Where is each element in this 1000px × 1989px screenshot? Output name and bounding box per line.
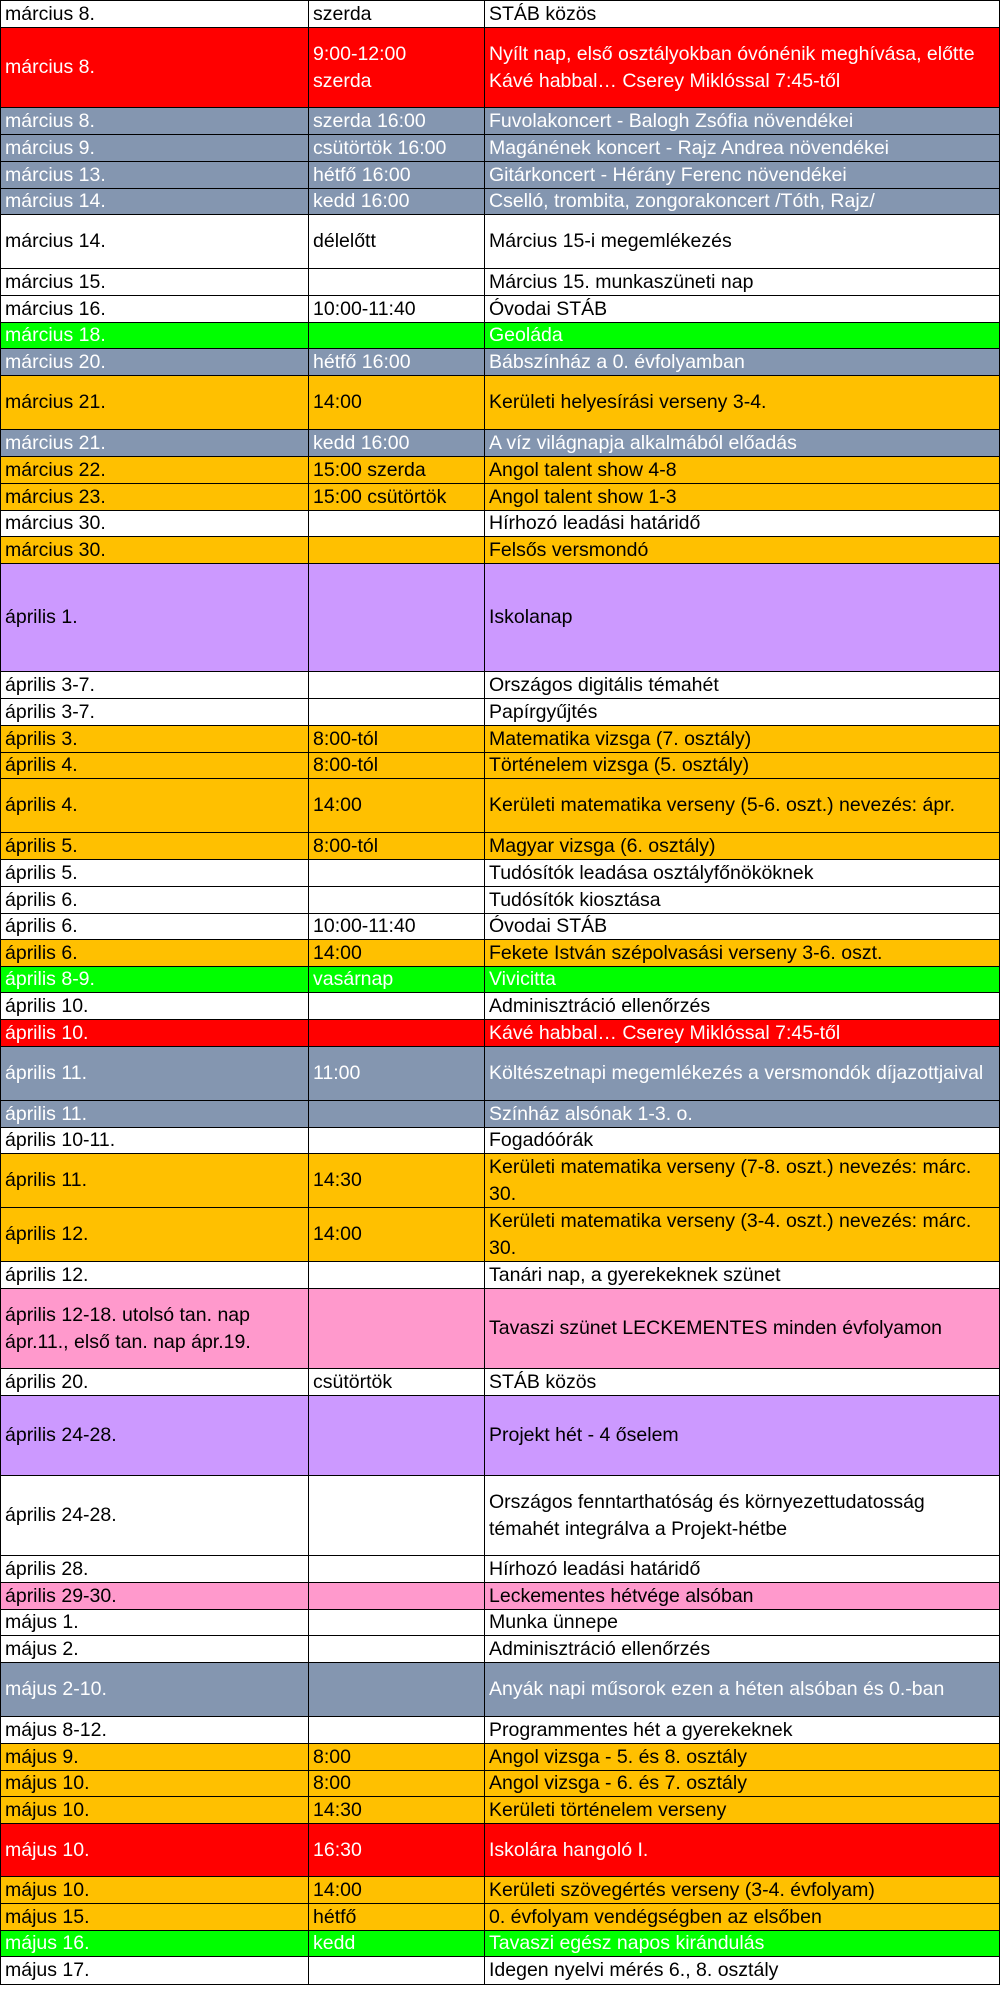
event-cell: 0. évfolyam vendégségben az elsőben (484, 1904, 1000, 1930)
date-cell: május 2. (0, 1636, 308, 1662)
time-cell: csütörtök 16:00 (308, 135, 484, 161)
event-cell: Kerületi szövegértés verseny (3-4. évfolyam) (484, 1877, 1000, 1903)
date-cell: április 4. (0, 753, 308, 778)
table-row (0, 1770, 1000, 1796)
event-cell: Kerületi matematika verseny (5-6. oszt.) nevezés: ápr. (484, 779, 1000, 832)
table-row (0, 1153, 1000, 1207)
event-cell: Projekt hét - 4 őselem (484, 1396, 1000, 1475)
time-cell (308, 1663, 484, 1716)
event-cell: Angol talent show 4-8 (484, 457, 1000, 483)
event-cell: Fuvolakoncert - Balogh Zsófia növendékei (484, 108, 1000, 134)
event-cell: Vivicitta (484, 967, 1000, 992)
event-cell: Anyák napi műsorok ezen a héten alsóban és 0.-ban (484, 1663, 1000, 1716)
date-cell: március 8. (0, 108, 308, 134)
date-cell: május 15. (0, 1904, 308, 1930)
time-cell (308, 1476, 484, 1555)
event-cell: Papírgyűjtés (484, 699, 1000, 725)
event-cell: Hírhozó leadási határidő (484, 1556, 1000, 1582)
date-cell: március 30. (0, 511, 308, 536)
time-cell (308, 1128, 484, 1153)
table-row (0, 1662, 1000, 1716)
date-cell: április 24-28. (0, 1396, 308, 1475)
event-cell: Nyílt nap, első osztályokban óvónénik meghívása, előtte Kávé habbal… Cserey Miklóssal 7:45-től (484, 28, 1000, 107)
time-cell: 14:00 (308, 376, 484, 429)
event-cell: Fekete István szépolvasási verseny 3-6. oszt. (484, 940, 1000, 966)
date-cell: március 15. (0, 269, 308, 295)
date-cell: március 18. (0, 323, 308, 348)
table-row (0, 107, 1000, 134)
time-cell: szerda (308, 1, 484, 27)
time-cell: 14:00 (308, 1208, 484, 1261)
date-cell: május 9. (0, 1744, 308, 1770)
date-cell: április 29-30. (0, 1583, 308, 1609)
event-cell: Felsős versmondó (484, 537, 1000, 563)
time-cell: 11:00 (308, 1047, 484, 1100)
table-row (0, 1207, 1000, 1261)
event-cell: Március 15. munkaszüneti nap (484, 269, 1000, 295)
date-cell: május 10. (0, 1877, 308, 1903)
date-cell: április 6. (0, 887, 308, 913)
table-row (0, 992, 1000, 1019)
event-cell: Geoláda (484, 323, 1000, 348)
time-cell (308, 1957, 484, 1984)
time-cell (308, 511, 484, 536)
event-cell: Országos fenntarthatóság és környezettudatosság témahét integrálva a Projekt-hétbe (484, 1476, 1000, 1555)
event-cell: Óvodai STÁB (484, 914, 1000, 939)
table-row (0, 214, 1000, 268)
time-cell (308, 1289, 484, 1368)
time-cell: 8:00-tól (308, 753, 484, 778)
event-cell: STÁB közös (484, 1369, 1000, 1395)
date-cell: március 14. (0, 215, 308, 268)
event-cell: Kerületi matematika verseny (7-8. oszt.) nevezés: márc. 30. (484, 1154, 1000, 1207)
event-cell: STÁB közös (484, 1, 1000, 27)
time-cell: szerda 16:00 (308, 108, 484, 134)
time-cell (308, 887, 484, 913)
time-cell (308, 537, 484, 563)
event-cell: Adminisztráció ellenőrzés (484, 993, 1000, 1019)
table-row (0, 456, 1000, 483)
date-cell: április 3. (0, 726, 308, 752)
event-cell: Kerületi helyesírási verseny 3-4. (484, 376, 1000, 429)
time-cell: 14:00 (308, 779, 484, 832)
table-row (0, 1796, 1000, 1823)
date-cell: április 3-7. (0, 672, 308, 698)
table-row (0, 1823, 1000, 1876)
event-cell: Óvodai STÁB (484, 296, 1000, 322)
date-cell: március 8. (0, 28, 308, 107)
time-cell (308, 1636, 484, 1662)
time-cell (308, 1556, 484, 1582)
date-cell: május 16. (0, 1931, 308, 1956)
time-cell: 14:00 (308, 940, 484, 966)
table-row (0, 1555, 1000, 1582)
date-cell: március 21. (0, 376, 308, 429)
event-cell: Munka ünnepe (484, 1610, 1000, 1635)
date-cell: március 13. (0, 162, 308, 188)
table-bottom-border (0, 1984, 1000, 1985)
event-cell: Hírhozó leadási határidő (484, 511, 1000, 536)
time-cell: hétfő (308, 1904, 484, 1930)
table-row (0, 832, 1000, 859)
event-cell: Angol talent show 1-3 (484, 484, 1000, 510)
date-cell: március 21. (0, 430, 308, 456)
event-cell: Országos digitális témahét (484, 672, 1000, 698)
table-row (0, 725, 1000, 752)
event-cell: Magánének koncert - Rajz Andrea növendékei (484, 135, 1000, 161)
event-cell: Fogadóórák (484, 1128, 1000, 1153)
time-cell: hétfő 16:00 (308, 162, 484, 188)
table-row (0, 1903, 1000, 1930)
date-cell: április 12. (0, 1262, 308, 1288)
date-cell: május 17. (0, 1957, 308, 1984)
date-cell: április 11. (0, 1101, 308, 1127)
table-row (0, 1100, 1000, 1127)
table-row (0, 859, 1000, 886)
date-cell: április 4. (0, 779, 308, 832)
table-row (0, 1127, 1000, 1153)
date-cell: április 10. (0, 993, 308, 1019)
time-cell: vasárnap (308, 967, 484, 992)
table-row (0, 188, 1000, 214)
table-row (0, 161, 1000, 188)
table-row (0, 1046, 1000, 1100)
event-cell: Cselló, trombita, zongorakoncert /Tóth, Rajz/ (484, 189, 1000, 214)
time-cell: 9:00-12:00 szerda (308, 28, 484, 107)
time-cell (308, 1020, 484, 1046)
date-cell: április 10. (0, 1020, 308, 1046)
time-cell: 8:00-tól (308, 726, 484, 752)
time-cell (308, 323, 484, 348)
event-cell: Programmentes hét a gyerekeknek (484, 1717, 1000, 1743)
table-row (0, 698, 1000, 725)
date-cell: március 16. (0, 296, 308, 322)
table-row (0, 671, 1000, 698)
date-cell: május 10. (0, 1797, 308, 1823)
event-cell: Bábszínház a 0. évfolyamban (484, 349, 1000, 375)
event-cell: Tudósítók leadása osztályfőnököknek (484, 860, 1000, 886)
date-cell: március 30. (0, 537, 308, 563)
time-cell (308, 1583, 484, 1609)
time-cell: 15:00 szerda (308, 457, 484, 483)
event-cell: Történelem vizsga (5. osztály) (484, 753, 1000, 778)
event-cell: Tavaszi szünet LECKEMENTES minden évfolyamon (484, 1289, 1000, 1368)
table-row (0, 563, 1000, 671)
event-cell: Matematika vizsga (7. osztály) (484, 726, 1000, 752)
table-row (0, 886, 1000, 913)
table-row (0, 1635, 1000, 1662)
time-cell: 14:30 (308, 1154, 484, 1207)
date-cell: március 22. (0, 457, 308, 483)
time-cell (308, 1717, 484, 1743)
table-row (0, 1743, 1000, 1770)
table-row (0, 0, 1000, 27)
table-row (0, 536, 1000, 563)
time-cell: 8:00 (308, 1771, 484, 1796)
time-cell: 15:00 csütörtök (308, 484, 484, 510)
time-cell: 14:30 (308, 1797, 484, 1823)
table-row (0, 348, 1000, 375)
time-cell: 10:00-11:40 (308, 914, 484, 939)
time-cell: csütörtök (308, 1369, 484, 1395)
event-cell: Angol vizsga - 5. és 8. osztály (484, 1744, 1000, 1770)
table-row (0, 1930, 1000, 1956)
date-cell: április 12-18. utolsó tan. nap ápr.11., első tan. nap ápr.19. (0, 1289, 308, 1368)
table-row (0, 913, 1000, 939)
event-cell: Adminisztráció ellenőrzés (484, 1636, 1000, 1662)
event-cell: Angol vizsga - 6. és 7. osztály (484, 1771, 1000, 1796)
table-row (0, 322, 1000, 348)
table-row (0, 966, 1000, 992)
date-cell: május 10. (0, 1771, 308, 1796)
table-row (0, 1475, 1000, 1555)
event-cell: Tanári nap, a gyerekeknek szünet (484, 1262, 1000, 1288)
table-row (0, 268, 1000, 295)
time-cell: kedd (308, 1931, 484, 1956)
date-cell: április 11. (0, 1154, 308, 1207)
time-cell (308, 993, 484, 1019)
event-cell: Kerületi történelem verseny (484, 1797, 1000, 1823)
time-cell (308, 564, 484, 671)
time-cell (308, 1610, 484, 1635)
date-cell: május 1. (0, 1610, 308, 1635)
time-cell (308, 1101, 484, 1127)
date-cell: május 10. (0, 1824, 308, 1876)
table-row (0, 1288, 1000, 1368)
date-cell: április 3-7. (0, 699, 308, 725)
date-cell: március 14. (0, 189, 308, 214)
time-cell (308, 699, 484, 725)
table-row (0, 510, 1000, 536)
table-row (0, 1261, 1000, 1288)
date-cell: április 11. (0, 1047, 308, 1100)
event-cell: Gitárkoncert - Hérány Ferenc növendékei (484, 162, 1000, 188)
date-cell: május 8-12. (0, 1717, 308, 1743)
table-row (0, 375, 1000, 429)
date-cell: május 2-10. (0, 1663, 308, 1716)
table-row (0, 1368, 1000, 1395)
table-row (0, 27, 1000, 107)
date-cell: április 1. (0, 564, 308, 671)
table-row (0, 1395, 1000, 1475)
table-row (0, 939, 1000, 966)
event-cell: Leckementes hétvége alsóban (484, 1583, 1000, 1609)
event-cell: Március 15-i megemlékezés (484, 215, 1000, 268)
time-cell (308, 672, 484, 698)
date-cell: április 28. (0, 1556, 308, 1582)
event-cell: Tavaszi egész napos kirándulás (484, 1931, 1000, 1956)
time-cell: kedd 16:00 (308, 430, 484, 456)
date-cell: március 8. (0, 1, 308, 27)
table-row (0, 483, 1000, 510)
event-cell: Kávé habbal… Cserey Miklóssal 7:45-től (484, 1020, 1000, 1046)
time-cell: 8:00-tól (308, 833, 484, 859)
time-cell: délelőtt (308, 215, 484, 268)
time-cell: hétfő 16:00 (308, 349, 484, 375)
event-cell: Iskolanap (484, 564, 1000, 671)
date-cell: április 5. (0, 860, 308, 886)
event-cell: Idegen nyelvi mérés 6., 8. osztály (484, 1957, 1000, 1984)
date-cell: április 6. (0, 940, 308, 966)
table-row (0, 1716, 1000, 1743)
time-cell: 16:30 (308, 1824, 484, 1876)
date-cell: március 9. (0, 135, 308, 161)
date-cell: április 6. (0, 914, 308, 939)
time-cell (308, 1262, 484, 1288)
event-cell: Színház alsónak 1-3. o. (484, 1101, 1000, 1127)
date-cell: április 8-9. (0, 967, 308, 992)
date-cell: április 24-28. (0, 1476, 308, 1555)
table-row (0, 1019, 1000, 1046)
time-cell (308, 269, 484, 295)
date-cell: április 5. (0, 833, 308, 859)
table-row (0, 1956, 1000, 1984)
date-cell: március 23. (0, 484, 308, 510)
table-row (0, 1609, 1000, 1635)
time-cell: 14:00 (308, 1877, 484, 1903)
table-row (0, 134, 1000, 161)
table-row (0, 429, 1000, 456)
time-cell (308, 1396, 484, 1475)
event-cell: Költészetnapi megemlékezés a versmondók díjazottjaival (484, 1047, 1000, 1100)
table-row (0, 1582, 1000, 1609)
date-cell: április 10-11. (0, 1128, 308, 1153)
table-row (0, 778, 1000, 832)
date-cell: március 20. (0, 349, 308, 375)
event-cell: Magyar vizsga (6. osztály) (484, 833, 1000, 859)
date-cell: április 12. (0, 1208, 308, 1261)
time-cell: kedd 16:00 (308, 189, 484, 214)
event-cell: Iskolára hangoló I. (484, 1824, 1000, 1876)
event-cell: A víz világnapja alkalmából előadás (484, 430, 1000, 456)
date-cell: április 20. (0, 1369, 308, 1395)
table-row (0, 752, 1000, 778)
event-cell: Kerületi matematika verseny (3-4. oszt.) nevezés: márc. 30. (484, 1208, 1000, 1261)
time-cell (308, 860, 484, 886)
table-row (0, 1876, 1000, 1903)
event-cell: Tudósítók kiosztása (484, 887, 1000, 913)
table-row (0, 295, 1000, 322)
time-cell: 8:00 (308, 1744, 484, 1770)
time-cell: 10:00-11:40 (308, 296, 484, 322)
